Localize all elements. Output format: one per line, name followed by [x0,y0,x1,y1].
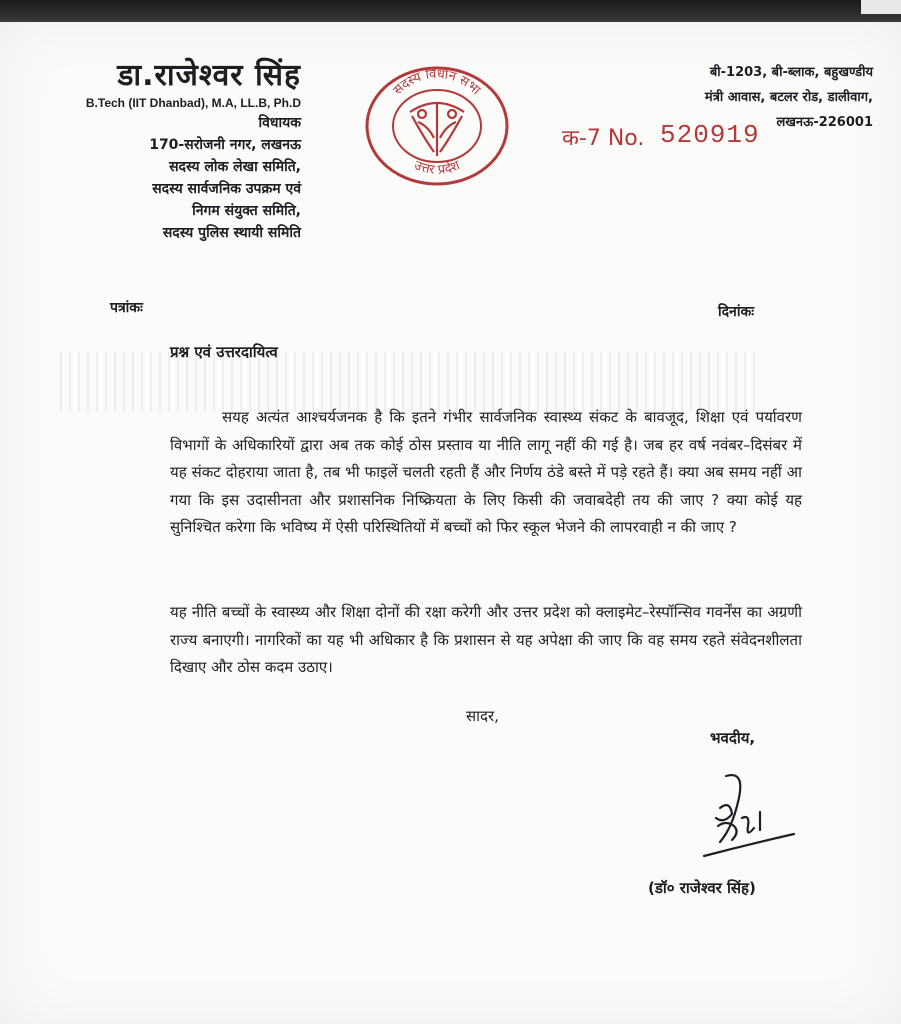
sender-name: डा.राजेश्वर सिंह [117,58,301,93]
designation-line: सदस्य सार्वजनिक उपक्रम एवं [152,181,301,197]
paper-corner [861,0,901,14]
reference-number: 520919 [660,120,760,150]
seal-fish-bow-icon [410,102,464,156]
body-paragraph: यह नीति बच्चों के स्वास्थ्य और शिक्षा दोनों की रक्षा करेगी और उत्तर प्रदेश को क्लाइमेट–रेस्पॉन्सिव गवर्नेंस का अग्रणी राज्य बनाएगी। नागरिकों का यह भी अधिकार है कि प्रशासन से यह अपेक्षा की जाए कि वह समय रहते संवेदनशीलता दिखाए और ठोस कदम उठाए। [170,603,802,676]
seal-bottom-text: उत्तर प्रदेश [411,158,463,178]
signatory-name: (डॉ० राजेश्वर सिंह) [648,879,756,897]
assembly-seal-emblem [362,64,512,186]
sender-qualifications: B.Tech (IIT Dhanbad), M.A, LL.B, Ph.D [85,96,301,110]
letterhead-page [0,22,901,1024]
handwritten-signature [690,768,800,868]
letter-date-label: दिनांकः [718,304,755,320]
sender-designations [86,112,301,244]
designation-line: सदस्य पुलिस स्थायी समिति [162,225,301,241]
yours-faithfully: भवदीय, [710,729,756,747]
designation-line: विधायक [258,115,301,131]
sender-block [86,58,301,244]
address-line: मंत्री आवास, बटलर रोड, डालीवाग, [704,90,873,105]
address-line: लखनऊ-226001 [776,115,873,130]
sender-address [705,60,873,135]
reference-prefix: क-7 No. [562,126,645,151]
body-paragraph: सयह अत्यंत आश्चर्यजनक है कि इतने गंभीर सार्वजनिक स्वास्थ्य संकट के बावजूद, शिक्षा एवं पर्यावरण विभागों के अधिकारियों द्वारा अब तक कोई ठोस प्रस्ताव या नीति लागू नहीं की गई है। जब हर वर्ष नवंबर–दिसंबर में यह संकट दोहराया जाता है, तब भी फाइलें चलती रहती हैं और निर्णय ठंडे बस्ते में पड़े रहते हैं। क्या अब समय नहीं आ गया कि इस उदासीनता और प्रशासनिक निष्क्रियता के लिए किसी की जवाबदेही तय की जाए ? क्या कोई यह सुनिश्चित करेगा कि भविष्य में ऐसी परिस्थितियों में बच्चों को फिर स्कूल भेजने की लापरवाही न की जाए ? [170,408,802,536]
scan-top-edge [0,0,901,22]
designation-line: निगम संयुक्त समिति, [192,203,301,219]
closing-salutation: सादर, [466,707,499,725]
designation-line: 170-सरोजनी नगर, लखनऊ [149,137,301,153]
address-line: बी-1203, बी-ब्लाक, बहुखण्डीय [709,65,873,80]
seal-top-text: सदस्य विधान सभा [390,66,484,99]
show-through-texture [60,352,760,412]
letter-ref-label: पत्रांकः [110,300,143,316]
designation-line: सदस्य लोक लेखा समिति, [169,159,301,175]
letter-subject: प्रश्न एवं उत्तरदायित्व [170,343,278,361]
